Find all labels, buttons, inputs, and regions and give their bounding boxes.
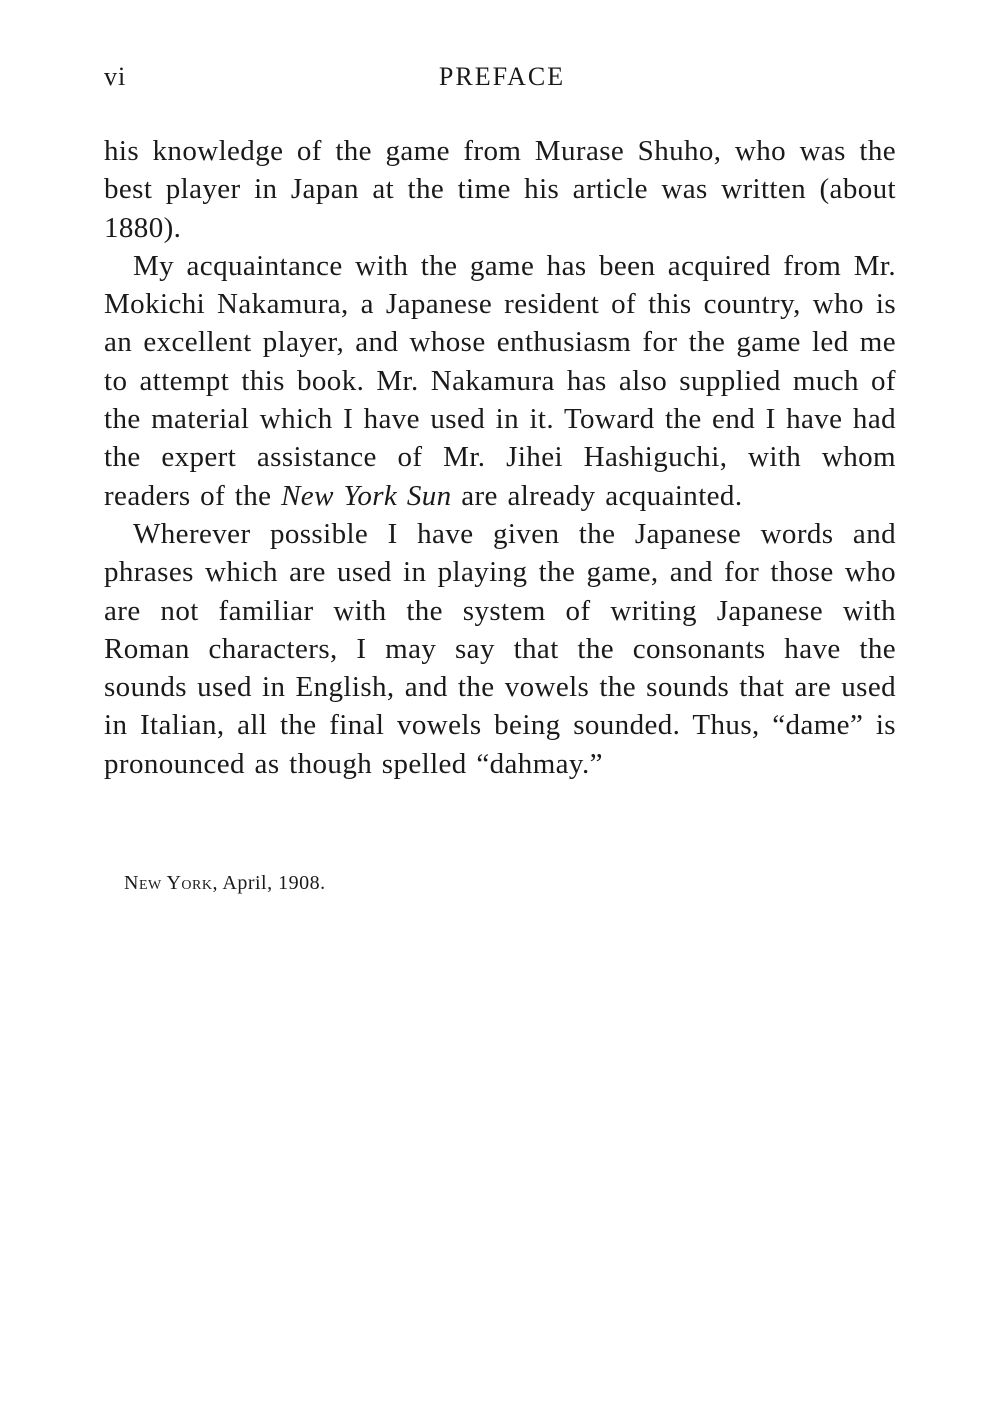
paragraph-2 [104, 247, 896, 515]
newspaper-title: New York Sun [281, 479, 452, 512]
preface-body [104, 132, 896, 783]
paragraph-1: his knowledge of the game from Murase Shuho, who was the best player in Japan at the time his article was written (about 1880). [104, 135, 896, 244]
running-head [104, 62, 900, 96]
dateline [124, 872, 326, 895]
paragraph-2-text-after: are already acquainted. [451, 479, 743, 512]
paragraph-3: Wherever possible I have given the Japanese words and phrases which are used in playing the game, and for those who are not familiar with the system of writing Japanese with Roman characters, I may say that the consonants have the sounds used in English, and the vowels the sounds that are used in Italian, all the final vowels being sounded. Thus, “dame” is pronounced as though spelled “dahmay.” [104, 517, 896, 780]
running-title: PREFACE [438, 62, 566, 91]
page-number: vi [104, 62, 127, 91]
dateline-place: New York, [124, 872, 218, 894]
paragraph-2-text-before: My acquaintance with the game has been acquired from Mr. Mokichi Nakamura, a Japanese resident of this country, who is an excellent player, and whose enthusiasm for the game led me to attempt this book. Mr. Nakamura has also supplied much of the material which I have used in it. Toward the end I have had the expert assistance of Mr. Jihei Hashiguchi, with whom readers of the [104, 249, 896, 512]
dateline-date: April, 1908. [222, 872, 326, 894]
